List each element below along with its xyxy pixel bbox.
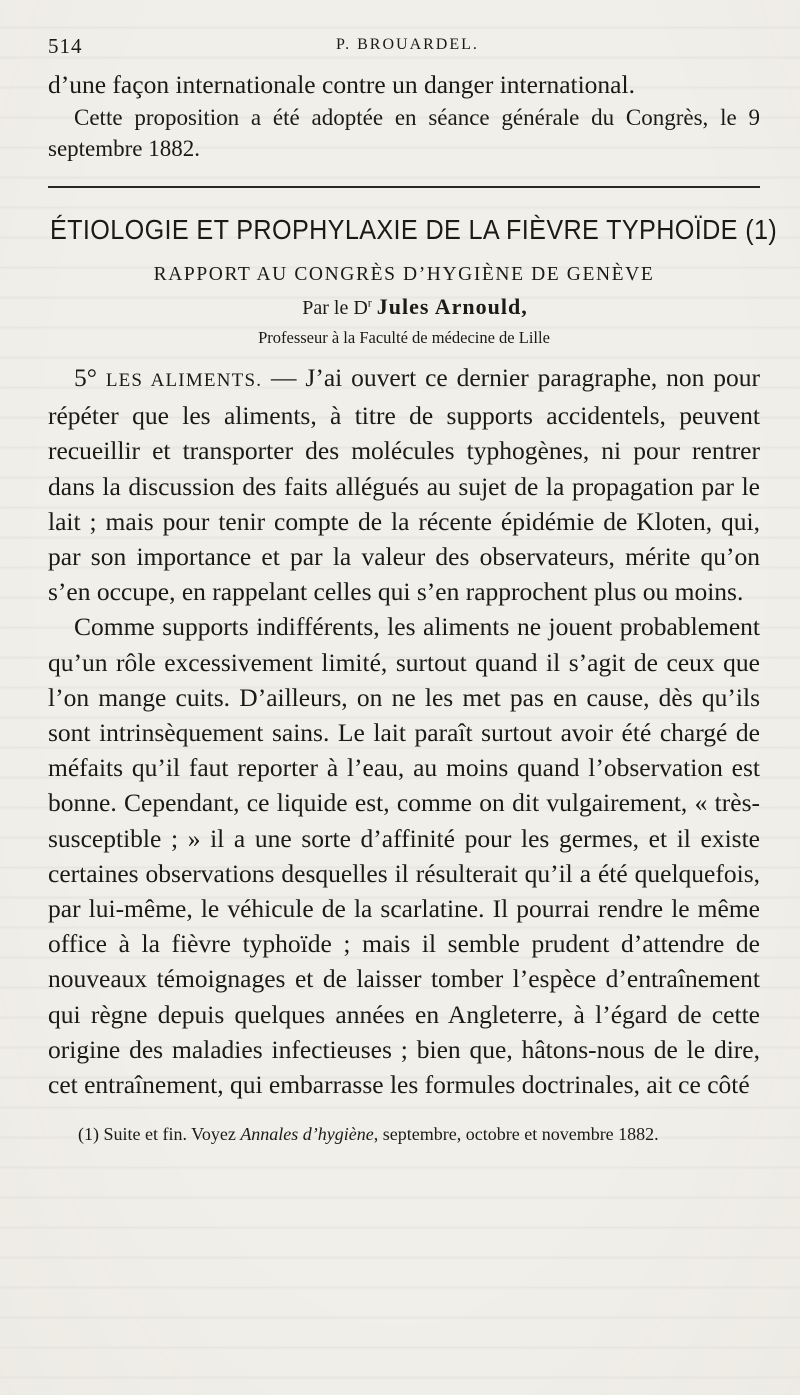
running-head: [48, 34, 760, 64]
section-title: ÉTIOLOGIE ET PROPHYLAXIE DE LA FIÈVRE TYPHOÏDE (1): [50, 214, 778, 245]
byline: [70, 294, 760, 320]
section-divider: [48, 186, 760, 188]
book-page: [48, 34, 778, 1145]
running-title: P. BROUARDEL.: [336, 36, 479, 53]
byline-superscript: r: [367, 295, 372, 310]
paragraph-aliments: [48, 360, 760, 609]
section-number: 5°: [74, 363, 106, 392]
footnote: [48, 1124, 760, 1145]
section-heading-inline: LES ALIMENTS.: [105, 370, 263, 391]
paragraph-supports: Comme supports indifférents, les aliments ne jouent probablement qu’un rôle excessivement limité, surtout quand il s’agit de ceux que l’on mange cuits. D’ailleurs, on ne les met pas en cause, dès qu’ils sont intrinsèquement sains. Le lait paraît surtout avoir été chargé de méfaits qu’il faut reporter à l’eau, au moins quand l’observation est bonne. Cependant, ce liquide est, comme on dit vulgairement, « très-susceptible ; » il a une sorte d’affinité pour les germes, et il existe certaines observations desquelles il résulterait qu’il a été quelquefois, par lui-même, le véhicule de la scarlatine. Il pourrai rendre le même office à la fièvre typhoïde ; mais il semble prudent d’attendre de nouveaux témoignages et de laisser tomber l’espèce d’entraînement qui règne depuis quelques années en Angleterre, à l’égard de cette origine des maladies infectieuses ; bien que, hâtons-nous de le dire, cet entraînement, qui embarrasse les formules doctrinales, ait ce côté: [48, 612, 760, 1100]
footnote-journal: Annales d’hygiène: [240, 1124, 374, 1145]
footnote-marker: (1) Suite et fin. Voyez: [78, 1124, 241, 1145]
carry-over-line: d’une façon internationale contre un danger international.: [48, 70, 635, 99]
paragraph-aliments-text: — J’ai ouvert ce dernier paragraphe, non pour répéter que les aliments, à titre de supports accidentels, peuvent recueillir et transporter des molécules typhogènes, ni pour rentrer dans la discussion des faits allégués au sujet de la propagation par le lait ; mais pour tenir compte de la récente épidémie de Kloten, qui, par son importance et par la valeur des observateurs, mérite qu’on s’en occupe, en rappelant celles qui s’en rapprochent plus ou moins.: [48, 363, 760, 607]
section-subtitle: RAPPORT AU CONGRÈS D’HYGIÈNE DE GENÈVE: [153, 264, 655, 285]
page-number: 514: [48, 34, 83, 58]
author-affiliation: Professeur à la Faculté de médecine de Lille: [258, 328, 550, 347]
body-text: [48, 360, 760, 1102]
footnote-rest: , septembre, octobre et novembre 1882.: [373, 1124, 659, 1145]
adoption-note: Cette proposition a été adoptée en séance générale du Congrès, le 9 septembre 1882.: [48, 105, 760, 161]
byline-prefix: [302, 297, 372, 319]
byline-prefix-text: Par le D: [302, 297, 368, 319]
author-name: Jules Arnould,: [376, 294, 528, 319]
